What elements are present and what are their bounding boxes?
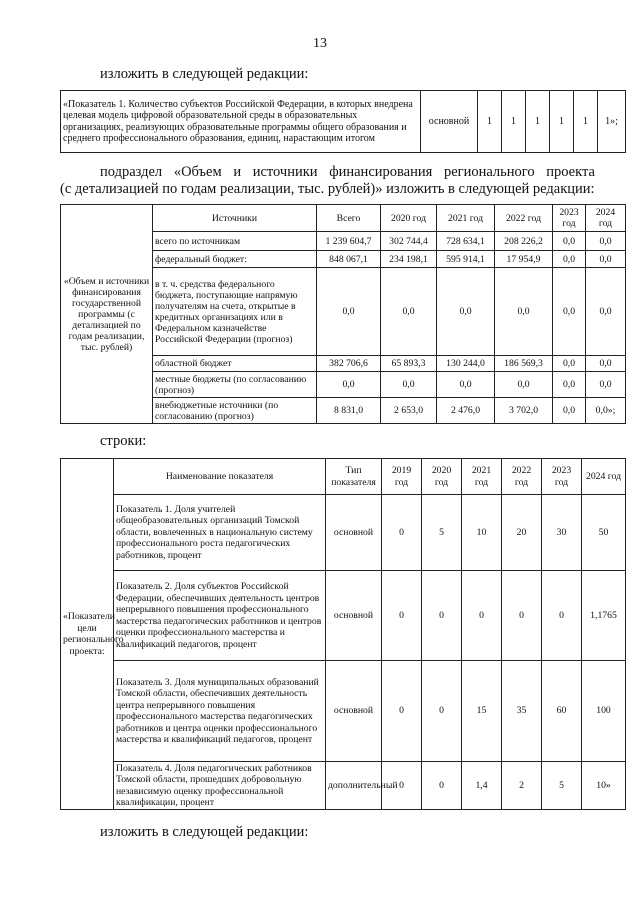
indicator-type: основной: [326, 571, 382, 661]
word: источники: [252, 164, 318, 180]
paragraph-line-1: [60, 164, 595, 181]
table-row: [61, 661, 626, 762]
section-heading-1: изложить в следующей редакции:: [100, 66, 309, 82]
amount-cell: 0,0: [553, 268, 586, 356]
amount-cell: 0,0: [586, 356, 626, 372]
value-cell: 2: [502, 762, 542, 810]
value-cell: 5: [422, 495, 462, 571]
indicator-name: Показатель 3. Доля муниципальных образований Томской области, обеспечивших деятельность центра непрерывного повышения профессионального мастерства педагогических работников и центра оценки профессионального мастерства и квалификаций педагогов, процент: [114, 661, 326, 762]
financing-table: [60, 204, 626, 424]
amount-cell: 2 476,0: [437, 398, 495, 424]
column-header: Источники: [153, 205, 317, 232]
indicator-type: основной: [326, 661, 382, 762]
amount-cell: 728 634,1: [437, 232, 495, 251]
column-header: 2021 год: [437, 205, 495, 232]
column-header: 2023 год: [542, 459, 582, 495]
word: проекта: [546, 164, 595, 180]
value-cell: 0: [542, 571, 582, 661]
value-cell: 1,4: [462, 762, 502, 810]
value-cell: 0: [382, 571, 422, 661]
amount-cell: 382 706,6: [317, 356, 381, 372]
amount-cell: 65 893,3: [381, 356, 437, 372]
goal-side-label: «Показатели цели регионального проекта:: [61, 459, 114, 810]
amount-cell: 130 244,0: [437, 356, 495, 372]
amount-cell: 3 702,0: [495, 398, 553, 424]
source-label: федеральный бюджет:: [153, 251, 317, 268]
word: и: [233, 164, 242, 180]
column-header: Наименование показателя: [114, 459, 326, 495]
value-cell: 5: [542, 762, 582, 810]
value-cell: 60: [542, 661, 582, 762]
table-row: [61, 571, 626, 661]
amount-cell: 0,0: [437, 372, 495, 398]
value-cell: 0: [502, 571, 542, 661]
amount-cell: 0,0: [586, 268, 626, 356]
amount-cell: 234 198,1: [381, 251, 437, 268]
amount-cell: 0,0: [553, 356, 586, 372]
indicator-1-value: 1: [502, 91, 526, 153]
value-cell: 15: [462, 661, 502, 762]
value-cell: 30: [542, 495, 582, 571]
paragraph-line-2: (с детализацией по годам реализации, тыс. рублей)» изложить в следующей редакции:: [60, 181, 595, 197]
table-row: [61, 495, 626, 571]
value-cell: 20: [502, 495, 542, 571]
column-header: 2020 год: [422, 459, 462, 495]
amount-cell: 0,0: [553, 398, 586, 424]
value-cell: 0: [422, 571, 462, 661]
value-cell: 10: [462, 495, 502, 571]
value-cell: 0: [382, 661, 422, 762]
source-label: всего по источникам: [153, 232, 317, 251]
source-label: в т. ч. средства федерального бюджета, поступающие напрямую получателям на счета, открытые в кредитных организациях или в Федеральном казначействе Российской Федерации (прогноз): [153, 268, 317, 356]
column-header: 2022 год: [502, 459, 542, 495]
goal-indicators-table: [60, 458, 626, 810]
indicator-1-value: 1: [550, 91, 574, 153]
amount-cell: 17 954,9: [495, 251, 553, 268]
amount-cell: 0,0: [317, 372, 381, 398]
indicator-1-type: основной: [421, 91, 478, 153]
indicator-1-value: 1: [478, 91, 502, 153]
indicator-type: дополнительный: [326, 762, 382, 810]
value-cell: 10»: [582, 762, 626, 810]
amount-cell: 848 067,1: [317, 251, 381, 268]
amount-cell: 0,0: [317, 268, 381, 356]
amount-cell: 0,0: [586, 372, 626, 398]
column-header: Тип показателя: [326, 459, 382, 495]
source-label: областной бюджет: [153, 356, 317, 372]
column-header: 2021 год: [462, 459, 502, 495]
source-label: внебюджетные источники (по согласованию (прогноз): [153, 398, 317, 424]
column-header: 2024 год: [582, 459, 626, 495]
amount-cell: 208 226,2: [495, 232, 553, 251]
indicator-table-1: [60, 90, 626, 153]
amount-cell: 2 653,0: [381, 398, 437, 424]
indicator-1-value: 1: [526, 91, 550, 153]
indicator-1-value: 1»;: [598, 91, 626, 153]
column-header: 2024 год: [586, 205, 626, 232]
page-number: 13: [313, 36, 327, 51]
source-label: местные бюджеты (по согласованию (прогноз): [153, 372, 317, 398]
value-cell: 0: [382, 762, 422, 810]
amount-cell: 0,0: [586, 251, 626, 268]
value-cell: 0: [422, 762, 462, 810]
amount-cell: 0,0: [586, 232, 626, 251]
amount-cell: 0,0: [495, 268, 553, 356]
amount-cell: 0,0: [381, 372, 437, 398]
column-header: Всего: [317, 205, 381, 232]
amount-cell: 0,0: [553, 232, 586, 251]
column-header: 2022 год: [495, 205, 553, 232]
indicator-1-text: «Показатель 1. Количество субъектов Российской Федерации, в которых внедрена целевая модель цифровой образовательной среды в образовательных организациях, реализующих образовательные программы общего образования и среднего профессионального образования, единиц, нарастающим итогом: [61, 91, 421, 153]
value-cell: 0: [422, 661, 462, 762]
value-cell: 0: [382, 495, 422, 571]
amount-cell: 0,0: [495, 372, 553, 398]
amount-cell: 0,0»;: [586, 398, 626, 424]
indicator-name: Показатель 4. Доля педагогических работников Томской области, прошедших добровольную независимую оценку профессиональной квалификации, процент: [114, 762, 326, 810]
amount-cell: 1 239 604,7: [317, 232, 381, 251]
column-header: 2023 год: [553, 205, 586, 232]
table-row: [61, 762, 626, 810]
column-header: 2019 год: [382, 459, 422, 495]
amount-cell: 0,0: [553, 372, 586, 398]
amount-cell: 0,0: [381, 268, 437, 356]
value-cell: 50: [582, 495, 626, 571]
financing-side-label: «Объем и источники финансирования государственной программы (с детализацией по годам реализации, тыс. рублей): [61, 205, 153, 424]
value-cell: 1,1765: [582, 571, 626, 661]
amount-cell: 186 569,3: [495, 356, 553, 372]
amount-cell: 302 744,4: [381, 232, 437, 251]
value-cell: 100: [582, 661, 626, 762]
amount-cell: 0,0: [553, 251, 586, 268]
indicator-name: Показатель 2. Доля субъектов Российской Федерации, обеспечивших деятельность центров непрерывного повышения профессионального мастерства педагогических работников и центров оценки профессионального мастерства и квалификаций педагогов, процент: [114, 571, 326, 661]
amount-cell: 0,0: [437, 268, 495, 356]
section-heading-3: изложить в следующей редакции:: [100, 824, 309, 840]
amount-cell: 595 914,1: [437, 251, 495, 268]
value-cell: 35: [502, 661, 542, 762]
word: подраздел: [100, 164, 163, 180]
word: регионального: [443, 164, 535, 180]
indicator-name: Показатель 1. Доля учителей общеобразовательных организаций Томской области, вовлеченных в национальную систему профессионального роста педагогических работников, процент: [114, 495, 326, 571]
indicator-type: основной: [326, 495, 382, 571]
column-header: 2020 год: [381, 205, 437, 232]
word: «Объем: [173, 164, 222, 180]
section-heading-2: строки:: [100, 433, 147, 449]
amount-cell: 8 831,0: [317, 398, 381, 424]
indicator-1-value: 1: [574, 91, 598, 153]
word: финансирования: [329, 164, 433, 180]
paragraph-subsection: [60, 164, 595, 198]
value-cell: 0: [462, 571, 502, 661]
